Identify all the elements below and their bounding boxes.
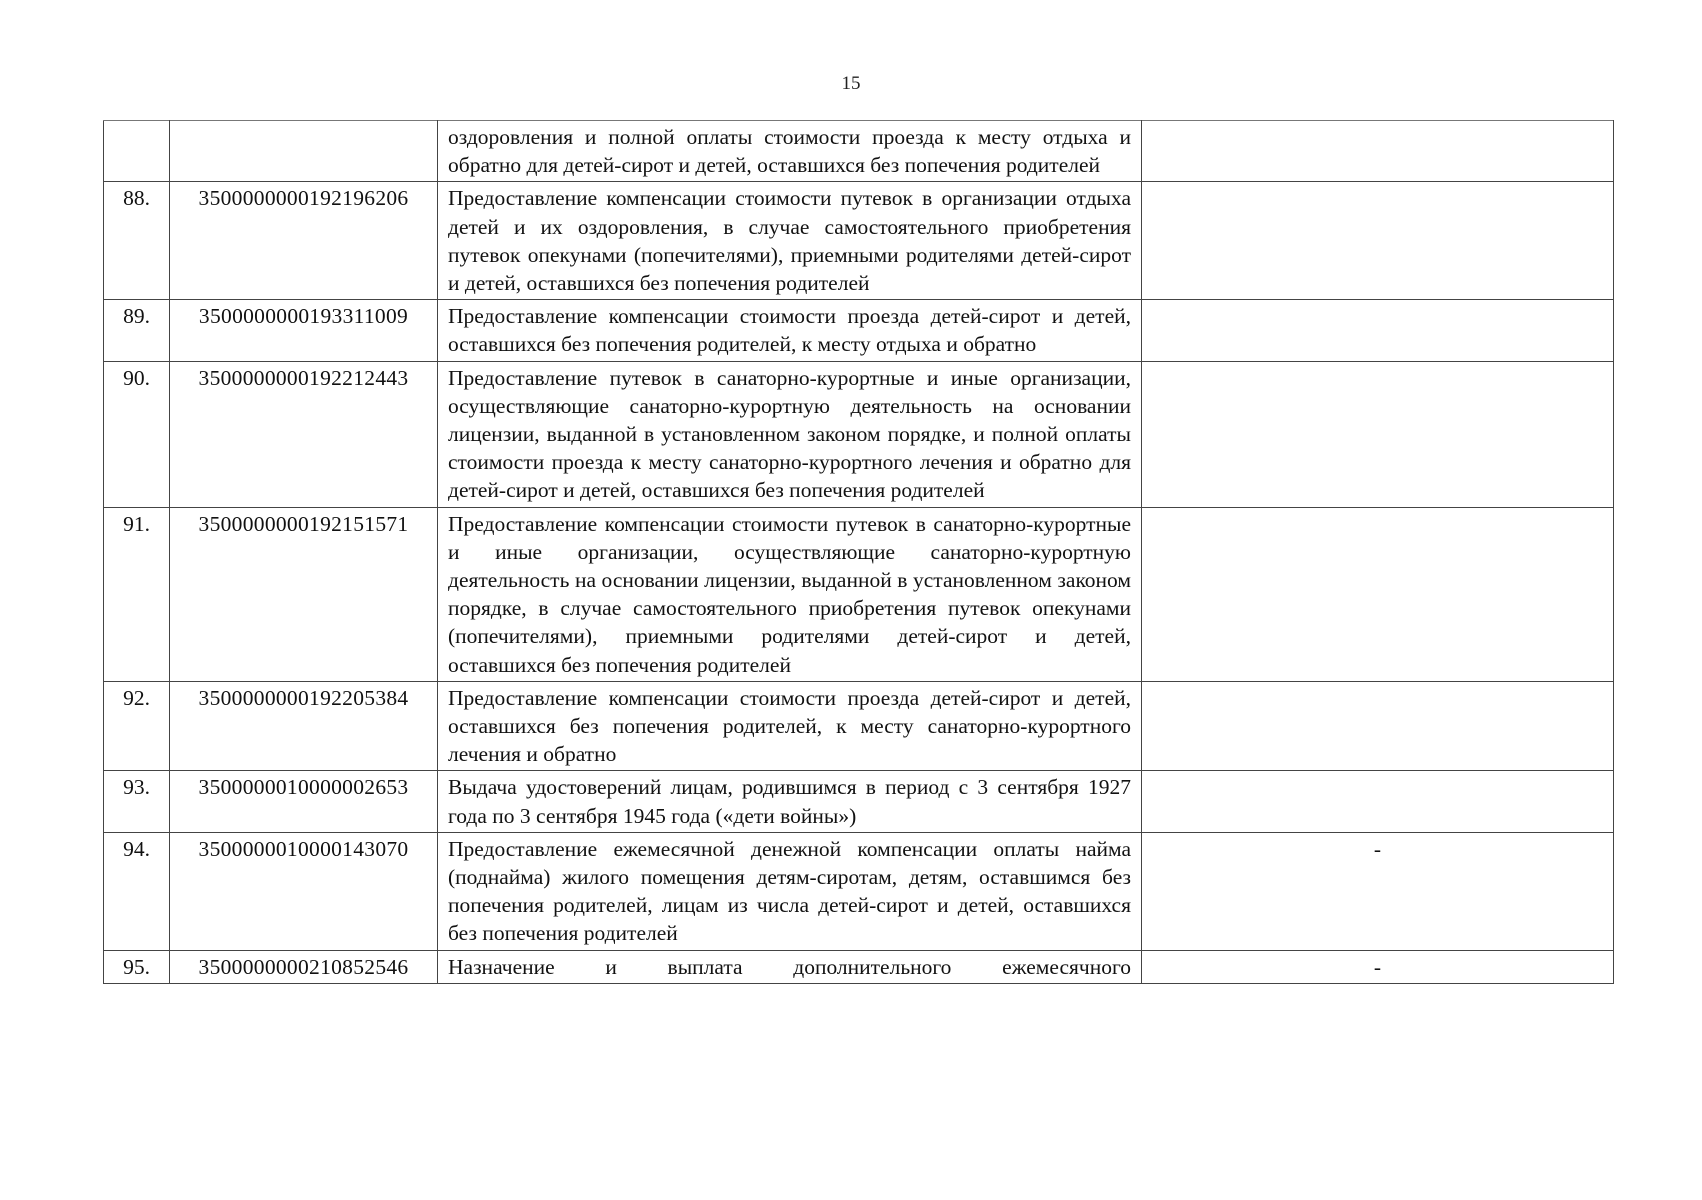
service-note (1142, 361, 1614, 507)
service-code: 3500000000192196206 (170, 182, 438, 300)
service-note (1142, 300, 1614, 361)
row-number: 91. (104, 507, 170, 681)
service-description: Предоставление путевок в санаторно-курортные и иные организации, осуществляющие санаторно-курортную деятельность на основании лицензии, выданной в установленном законом порядке, и полной оплаты стоимости проезда к месту санаторно-курортного лечения и обратно для детей-сирот и детей, оставшихся без попечения родителей (438, 361, 1142, 507)
row-number: 88. (104, 182, 170, 300)
service-note (1142, 507, 1614, 681)
table-row (104, 832, 1614, 950)
service-description: Выдача удостоверений лицам, родившимся в период с 3 сентября 1927 года по 3 сентября 1945 года («дети войны») (438, 771, 1142, 832)
table-row (104, 507, 1614, 681)
table-row (104, 681, 1614, 771)
service-note (1142, 121, 1614, 182)
service-description: Предоставление ежемесячной денежной компенсации оплаты найма (поднайма) жилого помещения детям-сиротам, детям, оставшимся без попечения родителей, лицам из числа детей-сирот и детей, оставшихся без попечения родителей (438, 832, 1142, 950)
service-code: 3500000000192151571 (170, 507, 438, 681)
service-description: оздоровления и полной оплаты стоимости проезда к месту отдыха и обратно для детей-сирот и детей, оставшихся без попечения родителей (438, 121, 1142, 182)
service-description: Предоставление компенсации стоимости проезда детей-сирот и детей, оставшихся без попечения родителей, к месту санаторно-курортного лечения и обратно (438, 681, 1142, 771)
row-number: 92. (104, 681, 170, 771)
service-code: 3500000010000002653 (170, 771, 438, 832)
service-description: Предоставление компенсации стоимости проезда детей-сирот и детей, оставшихся без попечения родителей, к месту отдыха и обратно (438, 300, 1142, 361)
service-code: 3500000000192212443 (170, 361, 438, 507)
table-row (104, 300, 1614, 361)
service-code: 3500000000192205384 (170, 681, 438, 771)
table-row (104, 182, 1614, 300)
service-note (1142, 182, 1614, 300)
row-number: 95. (104, 950, 170, 983)
service-code: 3500000000210852546 (170, 950, 438, 983)
row-number (104, 121, 170, 182)
service-note (1142, 771, 1614, 832)
service-description: Назначение и выплата дополнительного ежемесячного (438, 950, 1142, 983)
row-number: 90. (104, 361, 170, 507)
page-number: 15 (841, 73, 861, 94)
table-row (104, 950, 1614, 983)
row-number: 94. (104, 832, 170, 950)
service-code (170, 121, 438, 182)
service-note: - (1142, 950, 1614, 983)
table-row (104, 771, 1614, 832)
service-note (1142, 681, 1614, 771)
row-number: 93. (104, 771, 170, 832)
table-row (104, 121, 1614, 182)
service-description: Предоставление компенсации стоимости путевок в организации отдыха детей и их оздоровления, в случае самостоятельного приобретения путевок опекунами (попечителями), приемными родителями детей-сирот и детей, оставшихся без попечения родителей (438, 182, 1142, 300)
service-code: 3500000010000143070 (170, 832, 438, 950)
service-note: - (1142, 832, 1614, 950)
service-description: Предоставление компенсации стоимости путевок в санаторно-курортные и иные организации, осуществляющие санаторно-курортную деятельность на основании лицензии, выданной в установленном законом порядке, в случае самостоятельного приобретения путевок опекунами (попечителями), приемными родителями детей-сирот и детей, оставшихся без попечения родителей (438, 507, 1142, 681)
services-table (103, 120, 1614, 984)
table-row (104, 361, 1614, 507)
row-number: 89. (104, 300, 170, 361)
service-code: 3500000000193311009 (170, 300, 438, 361)
